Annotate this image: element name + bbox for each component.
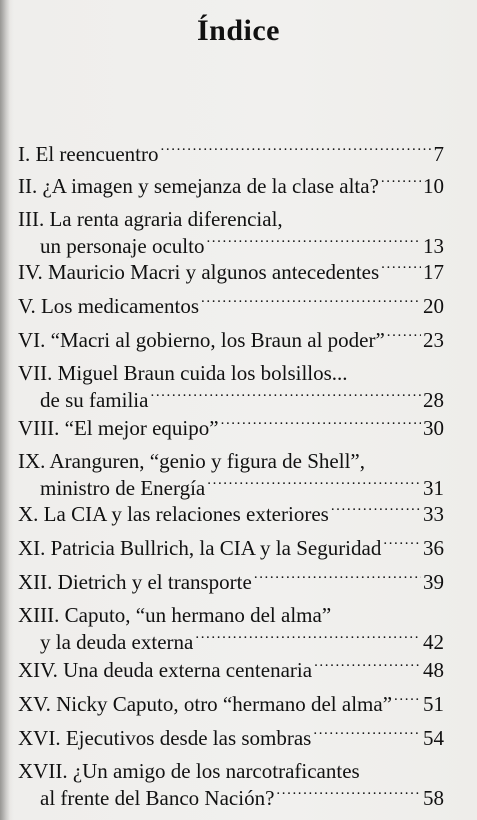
- toc-entry: [18, 140, 444, 167]
- dot-leader: [161, 140, 432, 161]
- toc-entry-line: [18, 758, 444, 784]
- toc-entry-line: [18, 448, 444, 474]
- toc-entry-line: [18, 386, 444, 413]
- toc-page-number: 58: [423, 786, 444, 810]
- toc-entry-title: VIII. “El mejor equipo”: [18, 416, 219, 440]
- toc-entry-line: [18, 172, 444, 199]
- dot-leader: [254, 568, 421, 589]
- toc-entry-title: XII. Dietrich y el transporte: [18, 570, 252, 594]
- toc-entry: [18, 724, 444, 751]
- toc-entry: [18, 360, 444, 413]
- toc-entry: [18, 656, 444, 683]
- dot-leader: [387, 326, 421, 347]
- toc-entry-line: [18, 724, 444, 751]
- toc-entry-line: [18, 628, 444, 655]
- toc-entry: [18, 534, 444, 561]
- dot-leader: [381, 258, 421, 279]
- toc-page-number: 10: [423, 174, 444, 198]
- toc-page-number: 36: [423, 536, 444, 560]
- toc-entry-line: [18, 326, 444, 353]
- toc-entry: [18, 568, 444, 595]
- toc-entry: [18, 206, 444, 259]
- toc-page-number: 48: [423, 658, 444, 682]
- toc-page-number: 51: [423, 692, 444, 716]
- toc-entry: [18, 500, 444, 527]
- dot-leader: [314, 656, 421, 677]
- toc-entry-line: [18, 500, 444, 527]
- toc-entry-title: y la deuda externa: [40, 630, 194, 654]
- toc-page-number: 20: [423, 294, 444, 318]
- toc-entry-title: ministro de Energía: [40, 476, 206, 500]
- toc-entry: [18, 326, 444, 353]
- toc-entry-title: IX. Aranguren, “genio y figura de Shell”,: [18, 449, 365, 473]
- toc-entry-title: VI. “Macri al gobierno, los Braun al poder”: [18, 328, 385, 352]
- page-gutter-shadow: [0, 0, 10, 820]
- toc-entry-title: V. Los medicamentos: [18, 294, 200, 318]
- toc-entry: [18, 602, 444, 655]
- toc-entry-line: [18, 474, 444, 501]
- dot-leader: [221, 414, 421, 435]
- toc-entry-line: [18, 206, 444, 232]
- dot-leader: [195, 628, 421, 649]
- toc-entry-line: [18, 656, 444, 683]
- toc-entry-title: un personaje oculto: [40, 234, 205, 258]
- dot-leader: [331, 500, 421, 521]
- toc-entry: [18, 414, 444, 441]
- toc-entry-line: [18, 360, 444, 386]
- dot-leader: [383, 534, 421, 555]
- toc-entry-line: [18, 784, 444, 811]
- dot-leader: [276, 784, 421, 805]
- toc-entry-line: [18, 232, 444, 259]
- dot-leader: [150, 386, 421, 407]
- toc-entry-title: XVI. Ejecutivos desde las sombras: [18, 726, 312, 750]
- dot-leader: [206, 232, 421, 253]
- toc-page-number: 28: [423, 388, 444, 412]
- toc-entry-line: [18, 534, 444, 561]
- toc-entry-title: IV. Mauricio Macri y algunos antecedentes: [18, 260, 380, 284]
- dot-leader: [207, 474, 421, 495]
- toc-page-number: 31: [423, 476, 444, 500]
- toc-entry-line: [18, 140, 444, 167]
- toc-page-number: 23: [423, 328, 444, 352]
- toc-entry: [18, 690, 444, 717]
- dot-leader: [313, 724, 421, 745]
- toc-entry-line: [18, 258, 444, 285]
- toc-page-number: 17: [423, 260, 444, 284]
- toc-entry-title: II. ¿A imagen y semejanza de la clase alta?: [18, 174, 379, 198]
- toc-entry: [18, 448, 444, 501]
- toc-entry-title: XVII. ¿Un amigo de los narcotraficantes: [18, 759, 360, 783]
- toc-entry: [18, 758, 444, 811]
- toc-entry: [18, 258, 444, 285]
- toc-entry-line: [18, 414, 444, 441]
- toc-entry-title: XI. Patricia Bullrich, la CIA y la Seguridad: [18, 536, 382, 560]
- dot-leader: [201, 292, 421, 313]
- toc-entry-title: XV. Nicky Caputo, otro “hermano del alma”: [18, 692, 393, 716]
- toc-entry-title: VII. Miguel Braun cuida los bolsillos...: [18, 361, 348, 385]
- toc-entry-title: XIV. Una deuda externa centenaria: [18, 658, 313, 682]
- toc-entry-line: [18, 602, 444, 628]
- toc-page-number: 13: [423, 234, 444, 258]
- toc-entry-title: I. El reencuentro: [18, 142, 159, 166]
- dot-leader: [381, 172, 421, 193]
- toc-page-number: 39: [423, 570, 444, 594]
- dot-leader: [394, 690, 421, 711]
- toc-page-number: 33: [423, 502, 444, 526]
- toc-page-number: 7: [433, 142, 444, 166]
- toc-entry: [18, 172, 444, 199]
- toc-entry-title: III. La renta agraria diferencial,: [18, 207, 283, 231]
- toc-page-number: 30: [423, 416, 444, 440]
- toc-entry-title: X. La CIA y las relaciones exteriores: [18, 502, 329, 526]
- toc-page-number: 54: [423, 726, 444, 750]
- toc-entry-line: [18, 690, 444, 717]
- toc-entry-title: al frente del Banco Nación?: [40, 786, 275, 810]
- toc-entry-line: [18, 568, 444, 595]
- toc-page-number: 42: [423, 630, 444, 654]
- toc-entry-line: [18, 292, 444, 319]
- toc-entry-title: de su familia: [40, 388, 149, 412]
- page-title: Índice: [196, 14, 280, 47]
- toc-entry-title: XIII. Caputo, “un hermano del alma”: [18, 603, 332, 627]
- toc-entry: [18, 292, 444, 319]
